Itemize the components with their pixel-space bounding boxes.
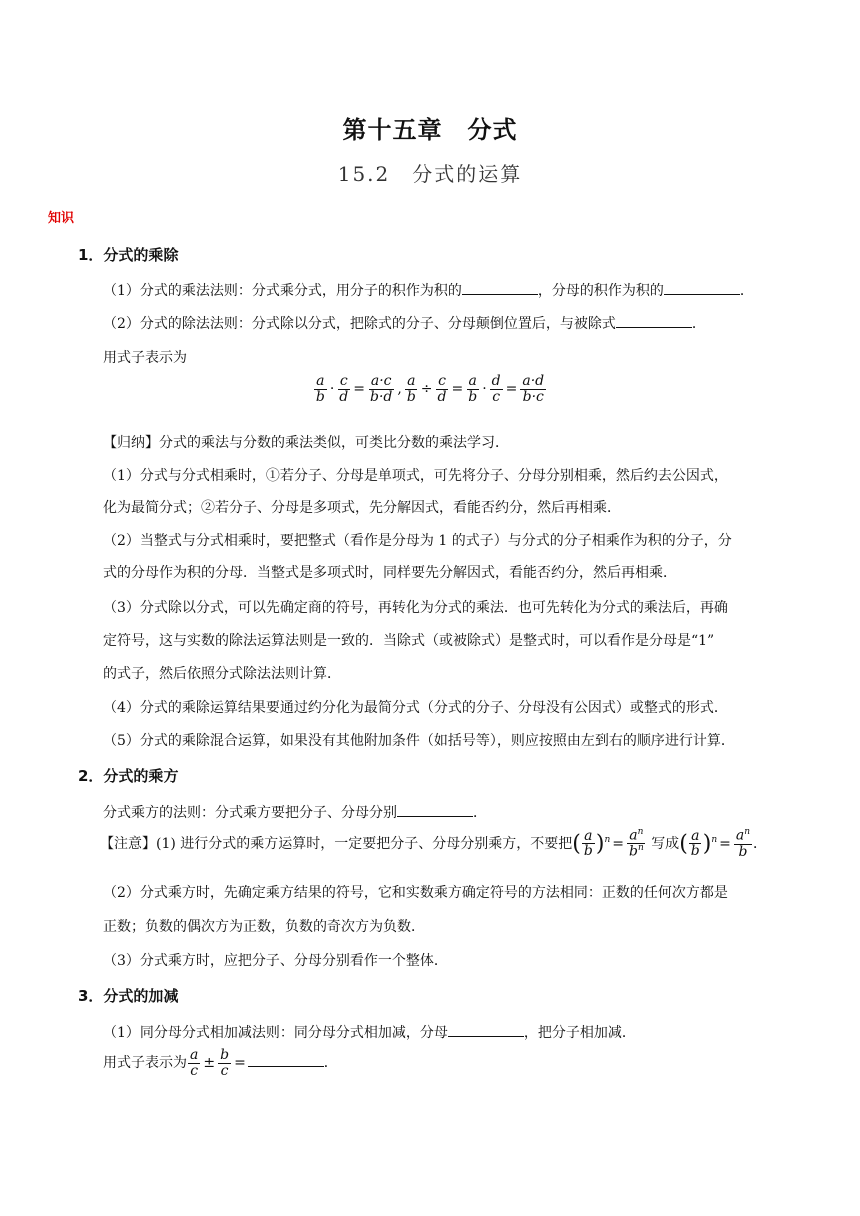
text: （2）分式的除法法则：分式除以分式，把除式的分子、分母颠倒位置后，与被除式 [103, 316, 616, 332]
fraction: $\frac{a}{b}$ [406, 373, 416, 405]
period: ． [691, 316, 706, 332]
paragraph-multiplication-rule [103, 280, 754, 300]
note-item-2-cont: 正数；负数的偶次方为正数，负数的奇次方为负数． [103, 919, 425, 935]
fraction: $\frac{a}{b}$ [468, 373, 478, 405]
expression-label: 用式子表示为 [103, 1055, 187, 1072]
fraction: $\frac{a\cdot d}{b\cdot c}$ [522, 373, 545, 405]
text: ，分母的积作为积的 [537, 283, 664, 299]
note-power: 【注意】(1) 进行分式的乘方运算时，一定要把分子、分母分别乘方，不要把( $\frac{a}{b}$ )$^n$ = $\frac{a^n}{b^n}$ 写成( $\frac{a}{b}$ )$^n$ = $\frac{a^n}{b}$ ． [100, 827, 768, 860]
summary-item-3: （3）分式除以分式，可以先确定商的符号，再转化为分式的乘法．也可先转化为分式的乘法后，再确 [103, 600, 728, 616]
summary-item-3-cont: 定符号，这与实数的除法运算法则是一致的．当除式（或被除式）是整式时，可以看作是分母是“1” [103, 633, 715, 649]
text: （1）同分母分式相加减法则：同分母分式相加减，分母 [103, 1025, 448, 1041]
knowledge-tag: 知识 [48, 211, 75, 226]
summary-text: 【归纳】分式的乘法与分数的乘法类似，可类比分数的乘法学习． [103, 435, 509, 451]
heading-add-subtract: 3．分式的加减 [78, 987, 179, 1005]
text: （1）分式的乘法法则：分式乘分式，用分子的积作为积的 [103, 283, 462, 299]
chapter-title: 第十五章 分式 [342, 116, 518, 144]
note-text: 写成 [651, 835, 680, 852]
summary-item-5: （5）分式的乘除混合运算，如果没有其他附加条件（如括号等），则应按照由左到右的顺序进行计算． [103, 733, 735, 749]
summary-item-3-cont2: 的式子，然后依照分式除法法则计算． [103, 666, 341, 682]
fill-blank[interactable] [462, 280, 538, 295]
summary-item-1-cont: 化为最简分式；②若分子、分母是多项式，先分解因式，看能否约分，然后再相乘． [103, 500, 621, 516]
paragraph-power-rule [103, 802, 487, 822]
note-text: 【注意】(1) 进行分式的乘方运算时，一定要把分子、分母分别乘方，不要把 [100, 835, 573, 852]
fraction: $\frac{c}{d}$ [339, 373, 349, 405]
note-item-2: （2）分式乘方时，先确定乘方结果的符号，它和实数乘方确定符号的方法相同：正数的任何次方都是 [103, 885, 728, 901]
summary-item-2-cont: 式的分母作为积的分母．当整式是多项式时，同样要先分解因式，看能否约分，然后再相乘． [103, 565, 677, 581]
fill-blank[interactable] [664, 280, 740, 295]
fill-blank[interactable] [248, 1052, 324, 1067]
fill-blank[interactable] [448, 1022, 524, 1037]
multiplication-division-formula: $\frac{a}{b}$ · $\frac{c}{d}$ = $\frac{a\cdot c}{b\cdot d}$ , $\frac{a}{b}$ ÷ $\frac{c}{d}$ = $\frac{a}{b}$ · $\frac{d}{c}$ = $\frac{a\cdot d}{b\cdot c}$ [315, 373, 545, 405]
fill-blank[interactable] [616, 313, 692, 328]
heading-multiplication-division: 1．分式的乘除 [78, 246, 179, 264]
period: ． [473, 805, 487, 821]
period: ． [739, 283, 754, 299]
heading-power: 2．分式的乘方 [78, 767, 179, 785]
paragraph-add-subtract-rule [103, 1022, 636, 1042]
text: 分式乘方的法则：分式乘方要把分子、分母分别 [103, 805, 397, 821]
note-item-3: （3）分式乘方时，应把分子、分母分别看作一个整体． [103, 953, 448, 969]
summary-item-4: （4）分式的乘除运算结果要通过约分化为最简分式（分式的分子、分母没有公因式）或整式的形式． [103, 700, 728, 716]
fraction: $\frac{d}{c}$ [491, 373, 501, 405]
fraction: $\frac{a\cdot c}{b\cdot d}$ [370, 373, 393, 405]
add-subtract-expression: 用式子表示为 $\frac{a}{c}$ ± $\frac{b}{c}$ = ． [103, 1047, 338, 1079]
text: ，把分子相加减． [523, 1025, 636, 1041]
fraction: $\frac{c}{d}$ [437, 373, 447, 405]
fill-blank[interactable] [397, 802, 473, 817]
summary-item-2: （2）当整式与分式相乘时，要把整式（看作是分母为 1 的式子）与分式的分子相乘作为积的分子，分 [103, 533, 732, 549]
expression-label: 用式子表示为 [103, 350, 187, 366]
fraction: $\frac{a}{b}$ [315, 373, 325, 405]
summary-item-1: （1）分式与分式相乘时，①若分子、分母是单项式，可先将分子、分母分别相乘，然后约去公因式， [103, 468, 728, 484]
section-title: 15.2 分式的运算 [337, 162, 523, 186]
paragraph-division-rule [103, 313, 706, 333]
